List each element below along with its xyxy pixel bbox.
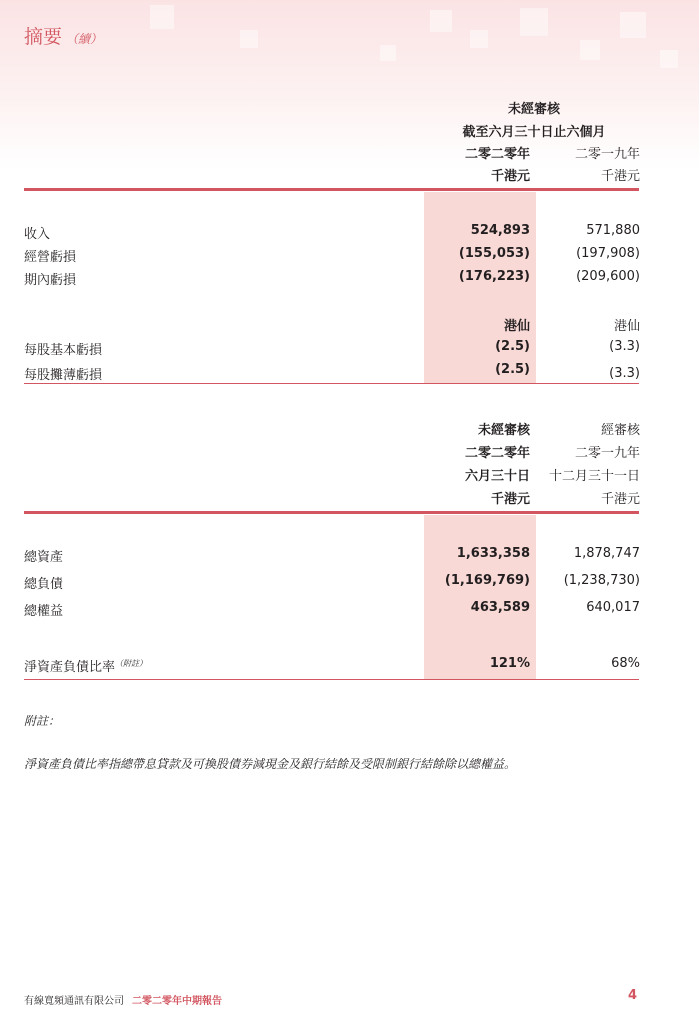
table1-bottom-rule: [24, 383, 639, 384]
row-operating-loss-2019: (197,908): [576, 246, 640, 261]
eps-unit2: 港仙: [613, 319, 640, 334]
footer-report-name: 二零二零年中期報告: [132, 996, 222, 1007]
table1-period-header: 截至六月三十日止六個月: [462, 125, 606, 140]
footer-company: 有線寬頻通訊有限公司: [24, 996, 124, 1007]
table2-bottom-rule: [24, 679, 639, 680]
row-diluted-eps-2019: (3.3): [609, 366, 640, 381]
row-revenue-2020: 524,893: [470, 223, 530, 238]
footer: [24, 992, 222, 1007]
row-diluted-eps-label: 每股攤薄虧損: [24, 368, 103, 383]
table2-col1-status: 未經審核: [477, 423, 530, 438]
row-period-loss-2020: (176,223): [458, 269, 530, 284]
page-number: 4: [628, 988, 638, 1003]
table1-unit2-header: 千港元: [600, 169, 640, 184]
table2-top-rule: [24, 511, 639, 514]
row-gearing-ratio-2019: 68%: [611, 656, 640, 671]
table1-unaudited-header: 未經審核: [507, 102, 560, 117]
table1-year2-header: 二零一九年: [574, 147, 640, 162]
row-total-assets-2020: 1,633,358: [456, 546, 530, 561]
row-basic-eps-2019: (3.3): [609, 339, 640, 354]
row-basic-eps-2020: (2.5): [495, 339, 530, 354]
page-title-continued: （續）: [66, 32, 103, 46]
row-operating-loss-2020: (155,053): [458, 246, 530, 261]
row-total-assets-2019: 1,878,747: [573, 546, 640, 561]
row-period-loss-label: 期內虧損: [24, 273, 77, 288]
row-diluted-eps-2020: (2.5): [495, 362, 530, 377]
table1-top-rule: [24, 188, 639, 191]
row-total-assets-label: 總資產: [24, 550, 64, 565]
eps-unit1: 港仙: [503, 319, 530, 334]
table1-year1-header: 二零二零年: [464, 147, 530, 162]
row-total-liabilities-label: 總負債: [24, 577, 64, 592]
row-period-loss-2019: (209,600): [576, 269, 640, 284]
table2-unit1-header: 千港元: [490, 492, 530, 507]
table2-year1-header: 二零二零年: [464, 446, 530, 461]
table2-date1-header: 六月三十日: [464, 469, 530, 484]
row-revenue-label: 收入: [24, 227, 51, 242]
table1-unit1-header: 千港元: [490, 169, 530, 184]
row-operating-loss-label: 經營虧損: [24, 250, 77, 265]
row-basic-eps-label: 每股基本虧損: [24, 343, 103, 358]
row-gearing-ratio-label: 淨資產負債比率$^{(附註)}$: [24, 659, 148, 675]
row-total-equity-label: 總權益: [24, 604, 64, 619]
row-total-liabilities-2020: (1,169,769): [444, 573, 530, 588]
notes-title: 附註：: [24, 714, 61, 728]
note-reference: （附註）: [115, 659, 148, 668]
row-total-liabilities-2019: (1,238,730): [563, 573, 640, 588]
row-total-equity-2019: 640,017: [586, 600, 640, 615]
row-revenue-2019: 571,880: [586, 223, 640, 238]
row-gearing-ratio-2020: 121%: [489, 656, 530, 671]
page-title: 摘要 （續）: [24, 26, 103, 48]
table2-date2-header: 十二月三十一日: [548, 469, 640, 484]
notes-text: 淨資產負債比率指總帶息貸款及可換股債券減現金及銀行結餘及受限制銀行結餘除以總權益。: [24, 757, 517, 771]
row-total-equity-2020: 463,589: [470, 600, 530, 615]
table2-unit2-header: 千港元: [600, 492, 640, 507]
table2-col2-status: 經審核: [600, 423, 640, 438]
table2-year2-header: 二零一九年: [574, 446, 640, 461]
current-period-highlight: [424, 192, 536, 383]
